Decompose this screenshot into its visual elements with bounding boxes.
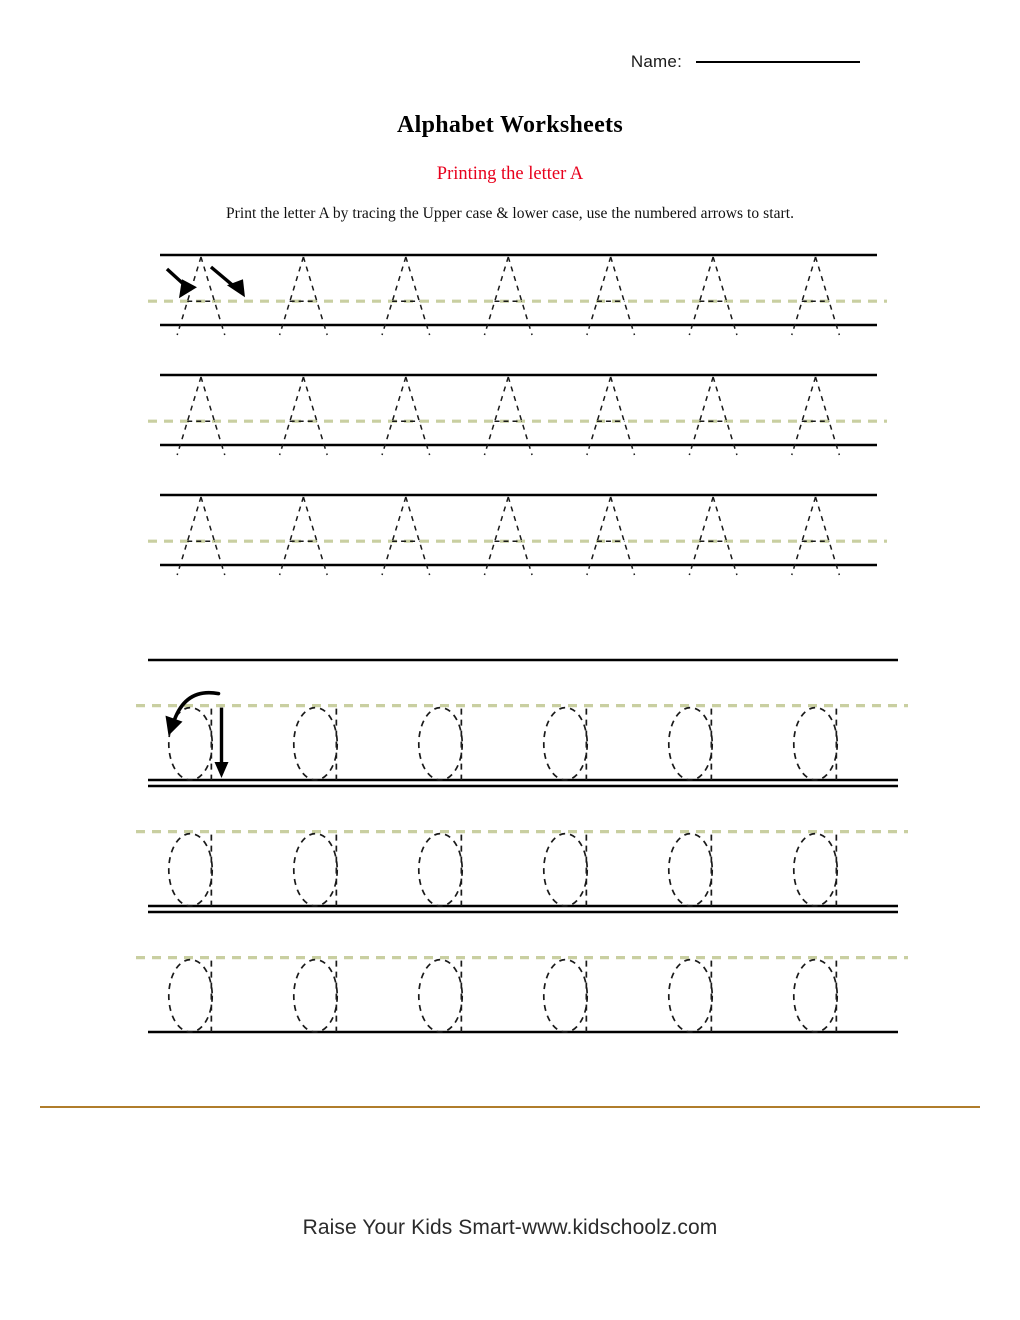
trace-letter-uppercase-a [484, 497, 532, 575]
trace-letter-lowercase-a [169, 834, 212, 906]
trace-letter-lowercase-a [544, 960, 587, 1032]
name-write-line[interactable] [696, 61, 860, 63]
trace-letter-uppercase-a [792, 377, 840, 455]
trace-letter-lowercase-a [294, 834, 337, 906]
trace-letter-lowercase-a [669, 834, 712, 906]
stroke-order-arrow-2 [215, 708, 229, 778]
trace-letter-uppercase-a [484, 257, 532, 335]
trace-letter-lowercase-a [419, 708, 462, 780]
trace-letter-uppercase-a [689, 497, 737, 575]
trace-letter-uppercase-a [382, 377, 430, 455]
trace-letter-uppercase-a [587, 257, 635, 335]
trace-letter-lowercase-a [794, 708, 837, 780]
footer-divider [40, 1106, 980, 1108]
trace-letter-uppercase-a [587, 497, 635, 575]
trace-letter-uppercase-a [177, 497, 225, 575]
trace-letter-lowercase-a [294, 960, 337, 1032]
uppercase-trace-row[interactable] [146, 241, 891, 339]
name-label: Name: [630, 52, 682, 71]
trace-letter-uppercase-a [177, 257, 225, 335]
page-title: Alphabet Worksheets [397, 112, 623, 138]
trace-letter-lowercase-a [419, 834, 462, 906]
name-field-row [0, 52, 1020, 72]
trace-letter-uppercase-a [484, 377, 532, 455]
trace-letter-lowercase-a [169, 960, 212, 1032]
trace-letter-lowercase-a [794, 960, 837, 1032]
trace-letter-uppercase-a [689, 257, 737, 335]
trace-letter-lowercase-a [794, 834, 837, 906]
instructions-text: Print the letter A by tracing the Upper case & lower case, use the numbered arrows to start. [225, 205, 795, 222]
trace-letter-uppercase-a [382, 497, 430, 575]
trace-letter-lowercase-a [544, 834, 587, 906]
trace-letter-uppercase-a [689, 377, 737, 455]
trace-letter-lowercase-a [669, 960, 712, 1032]
trace-letter-uppercase-a [280, 377, 328, 455]
stroke-order-arrow-2 [211, 267, 245, 297]
trace-letter-uppercase-a [280, 497, 328, 575]
trace-letter-lowercase-a [669, 708, 712, 780]
trace-letter-lowercase-a [419, 960, 462, 1032]
footer-branding-text: Raise Your Kids Smart-www.kidschoolz.com [302, 1216, 718, 1239]
trace-letter-uppercase-a [792, 497, 840, 575]
lowercase-trace-row[interactable] [134, 898, 912, 1046]
trace-letter-lowercase-a [544, 708, 587, 780]
trace-letter-uppercase-a [280, 257, 328, 335]
trace-letter-uppercase-a [177, 377, 225, 455]
page-subtitle: Printing the letter A [436, 164, 584, 184]
uppercase-trace-row[interactable] [146, 481, 891, 579]
trace-letter-uppercase-a [792, 257, 840, 335]
trace-letter-lowercase-a [294, 708, 337, 780]
trace-letter-uppercase-a [382, 257, 430, 335]
stroke-order-arrow-1 [167, 269, 197, 298]
trace-letter-uppercase-a [587, 377, 635, 455]
uppercase-trace-row[interactable] [146, 361, 891, 459]
